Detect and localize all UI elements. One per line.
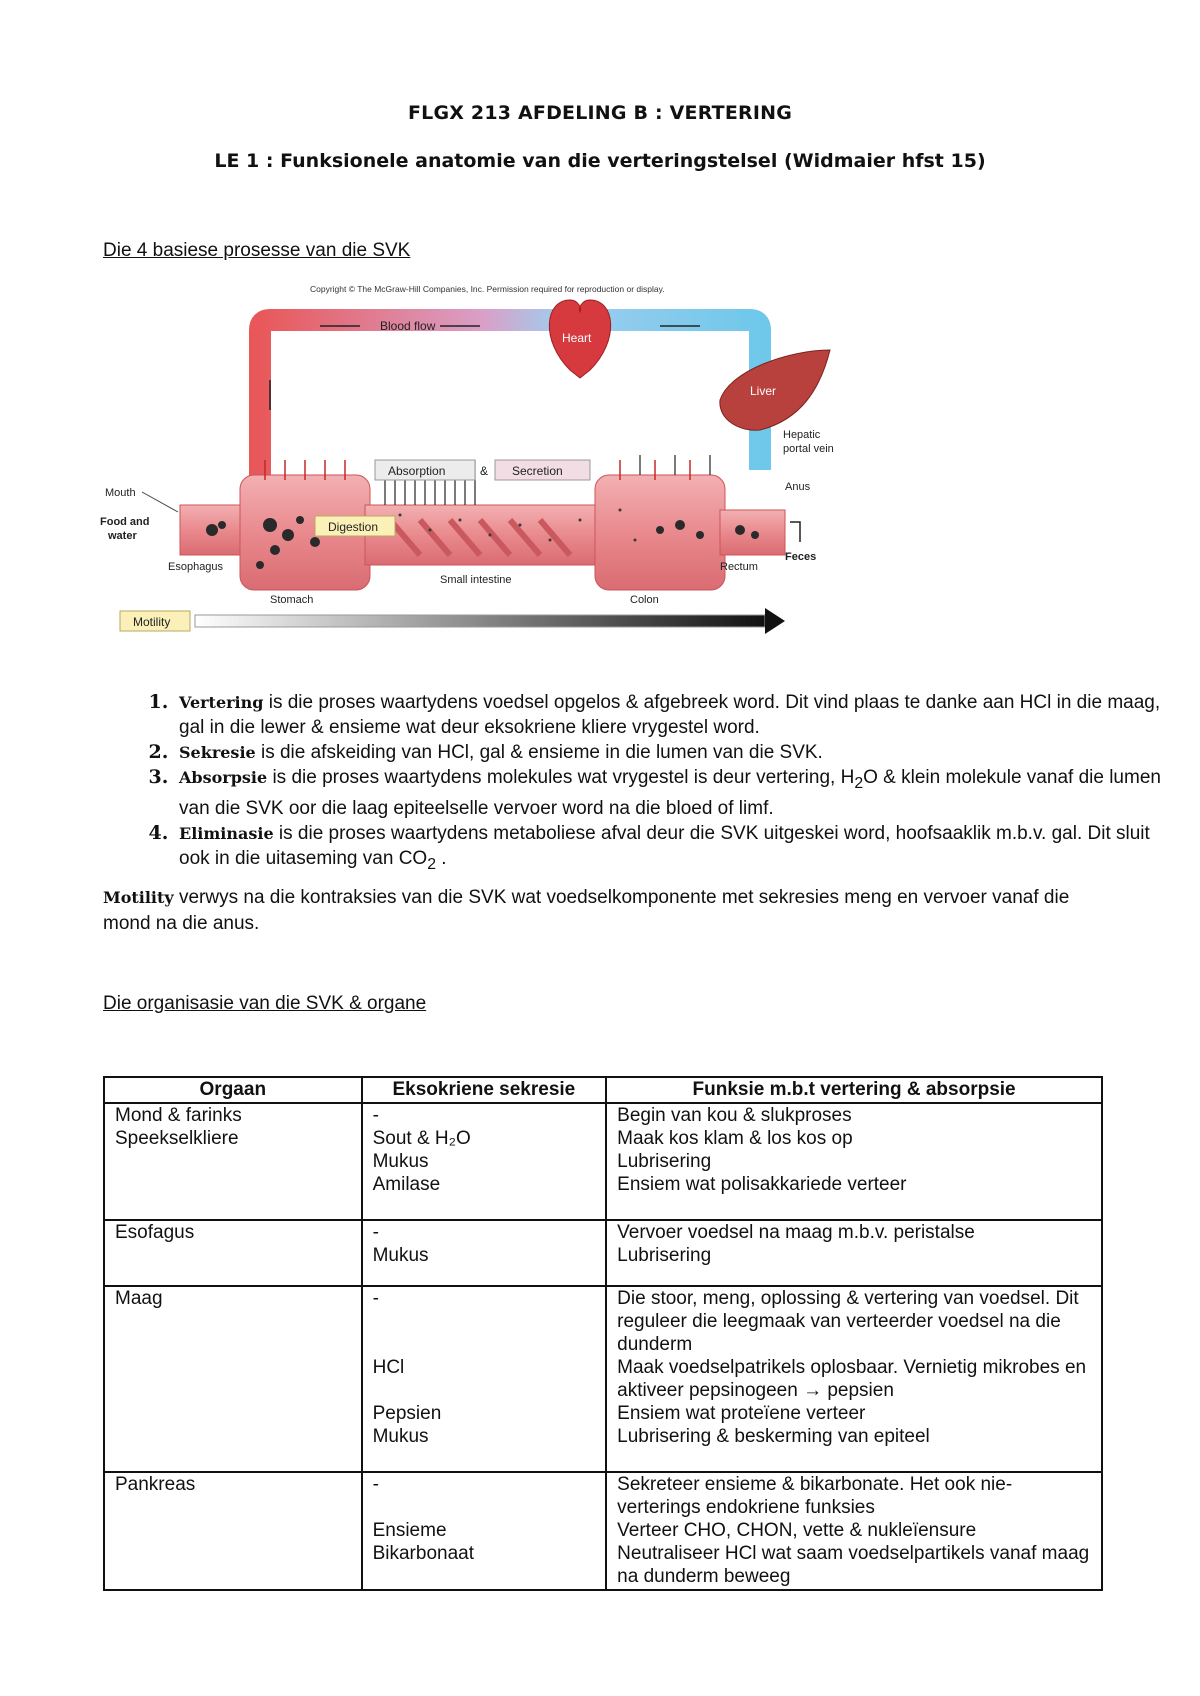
- label-stomach: Stomach: [270, 594, 314, 606]
- label-mouth: Mouth: [105, 487, 136, 499]
- cell-line: Mukus: [372, 1426, 429, 1447]
- cell-line: Esofagus: [115, 1222, 195, 1243]
- paragraph-text: verwys na die kontraksies van die SVK wat voedselkomponente met sekresies meng en vervoer vanaf die mond na die anus.: [103, 887, 1070, 934]
- label-hepatic: Hepatic: [783, 429, 821, 441]
- cell-line: Verteer CHO, CHON, vette & nukleïensure: [617, 1520, 977, 1541]
- cell-line: Bikarbonaat: [372, 1543, 474, 1564]
- cell-organ: [104, 1220, 362, 1286]
- cell-line: Amilase: [372, 1174, 441, 1195]
- cell-line: Begin van kou & slukproses: [617, 1105, 852, 1126]
- cell-line: [373, 1379, 596, 1402]
- motility-gradient-bar: [195, 615, 765, 627]
- column-header-function: Funksie m.b.t vertering & absorpsie: [606, 1077, 1102, 1103]
- table-body: [104, 1103, 1102, 1590]
- label-heart: Heart: [562, 331, 592, 345]
- cell-line: -: [372, 1474, 379, 1495]
- list-item: [175, 821, 1180, 877]
- cell-line: Mukus: [372, 1151, 429, 1172]
- cell-function: [606, 1286, 1102, 1472]
- cell-organ: [104, 1286, 362, 1472]
- cell-line: Mond & farinks: [115, 1105, 242, 1126]
- cell-line: Lubrisering & beskerming van epiteel: [617, 1426, 930, 1447]
- column-header-secretion: Eksokriene sekresie: [362, 1077, 607, 1103]
- label-motility: Motility: [133, 615, 171, 629]
- table-row: [104, 1286, 1102, 1472]
- term-eliminasie: Eliminasie: [179, 823, 274, 843]
- cell-line: Maak voedselpatrikels oplosbaar. Vernietig mikrobes en aktiveer pepsinogeen → pepsien: [617, 1357, 1087, 1401]
- section-heading-processes: Die 4 basiese prosesse van die SVK: [103, 240, 411, 261]
- label-portal-vein: portal vein: [783, 443, 834, 455]
- term-absorpsie: Absorpsie: [179, 768, 268, 787]
- leader-line: [142, 492, 178, 512]
- term-vertering: Vertering: [179, 693, 264, 712]
- cell-line: HCl: [372, 1357, 405, 1378]
- cell-line: -: [372, 1222, 379, 1243]
- arrow-right-icon: [765, 608, 785, 634]
- list-item-text: is die afskeiding van HCl, gal & ensieme in die lumen van die SVK.: [255, 742, 823, 763]
- cell-line: Lubrisering: [617, 1245, 712, 1266]
- table-row: [104, 1220, 1102, 1286]
- cell-line: Sout & H₂O: [372, 1128, 471, 1149]
- cell-line: Ensiem wat polisakkariede verteer: [617, 1174, 907, 1195]
- cell-line: [373, 1333, 596, 1356]
- processes-list: [103, 690, 1180, 877]
- cell-organ: [104, 1103, 362, 1220]
- cell-line: [373, 1310, 596, 1333]
- table-header-row: [104, 1077, 1102, 1103]
- label-blood-flow: Blood flow: [380, 319, 436, 333]
- cell-secretion: [362, 1220, 607, 1286]
- cell-line: Neutraliseer HCl wat saam voedselpartikels vanaf maag na dunderm beweeg: [617, 1543, 1090, 1587]
- label-secretion: Secretion: [512, 464, 563, 478]
- cell-line: Maag: [115, 1288, 163, 1309]
- organs-table: [103, 1076, 1103, 1591]
- cell-line: Speekselkliere: [115, 1128, 239, 1149]
- label-rectum: Rectum: [720, 561, 758, 573]
- cell-function: [606, 1220, 1102, 1286]
- cell-line: Pepsien: [372, 1403, 442, 1424]
- cell-line: Vervoer voedsel na maag m.b.v. peristalse: [617, 1222, 975, 1243]
- cell-organ: [104, 1472, 362, 1590]
- cell-line: Maak kos klam & los kos op: [617, 1128, 853, 1149]
- cell-line: Ensiem wat proteïene verteer: [617, 1403, 866, 1424]
- label-small-intestine: Small intestine: [440, 574, 512, 586]
- list-item: [175, 765, 1180, 821]
- label-amp: &: [480, 464, 489, 478]
- cell-function: [606, 1103, 1102, 1220]
- list-item-text: is die proses waartydens voedsel opgelos & afgebreek word. Dit vind plaas te danke aan HCl in die maag, gal in die lewer & ensieme wat deur eksokriene kliere vrygestel word.: [179, 692, 1161, 738]
- cell-line: Lubrisering: [617, 1151, 712, 1172]
- cell-line: Ensieme: [372, 1520, 447, 1541]
- list-item-text: is die proses waartydens molekules wat vrygestel is deur vertering, H: [267, 767, 855, 788]
- course-title: FLGX 213 AFDELING B : VERTERING: [407, 102, 793, 124]
- column-header-organ: Orgaan: [104, 1077, 362, 1103]
- list-item-text: .: [436, 847, 447, 869]
- table-row: [104, 1103, 1102, 1220]
- list-item: [175, 740, 1180, 765]
- label-anus: Anus: [785, 481, 811, 493]
- cell-secretion: [362, 1103, 607, 1220]
- label-absorption: Absorption: [388, 464, 446, 478]
- cell-line: -: [372, 1105, 379, 1126]
- figure-copyright: Copyright © The McGraw-Hill Companies, Inc. Permission required for reproduction or display.: [310, 284, 665, 294]
- label-colon: Colon: [630, 594, 659, 606]
- cell-line: -: [372, 1288, 379, 1309]
- list-item: [175, 690, 1180, 740]
- lecture-title: LE 1 : Funksionele anatomie van die verteringstelsel (Widmaier hfst 15): [214, 150, 986, 172]
- table-row: [104, 1472, 1102, 1590]
- label-food-and: Food and: [100, 516, 150, 528]
- cell-line: [373, 1496, 596, 1519]
- label-water: water: [108, 530, 137, 542]
- list-item-text: is die proses waartydens metaboliese afval deur die SVK uitgeskei word, hoofsaaklik m.b.v. gal. Dit sluit ook in die uitaseming van CO: [179, 822, 1150, 869]
- cell-secretion: [362, 1472, 607, 1590]
- cell-function: [606, 1472, 1102, 1590]
- label-feces: Feces: [785, 551, 817, 563]
- term-sekresie: Sekresie: [179, 743, 256, 762]
- cell-secretion: [362, 1286, 607, 1472]
- cell-line: Sekreteer ensieme & bikarbonate. Het ook nie-verterings endokriene funksies: [617, 1474, 1013, 1518]
- digestive-system-diagram: [100, 280, 900, 680]
- cell-line: Die stoor, meng, oplossing & vertering van voedsel. Dit reguleer die leegmaak van verteerder voedsel na die dunderm: [617, 1288, 1079, 1355]
- motility-paragraph: [103, 885, 1108, 937]
- subscript: 2: [854, 774, 864, 792]
- term-motility: Motility: [103, 888, 174, 907]
- arrow-down-icon: [790, 522, 800, 542]
- label-digestion: Digestion: [328, 520, 379, 534]
- label-liver: Liver: [750, 384, 777, 398]
- list-item-text: O & klein molekule vanaf die lumen van die SVK oor die laag epiteelselle vervoer word na die bloed of limf.: [179, 767, 1161, 819]
- cell-line: Mukus: [372, 1245, 429, 1266]
- label-esophagus: Esophagus: [168, 561, 224, 573]
- cell-line: Pankreas: [115, 1474, 196, 1495]
- section-heading-organisation: Die organisasie van die SVK & organe: [103, 993, 427, 1014]
- subscript: 2: [427, 855, 436, 873]
